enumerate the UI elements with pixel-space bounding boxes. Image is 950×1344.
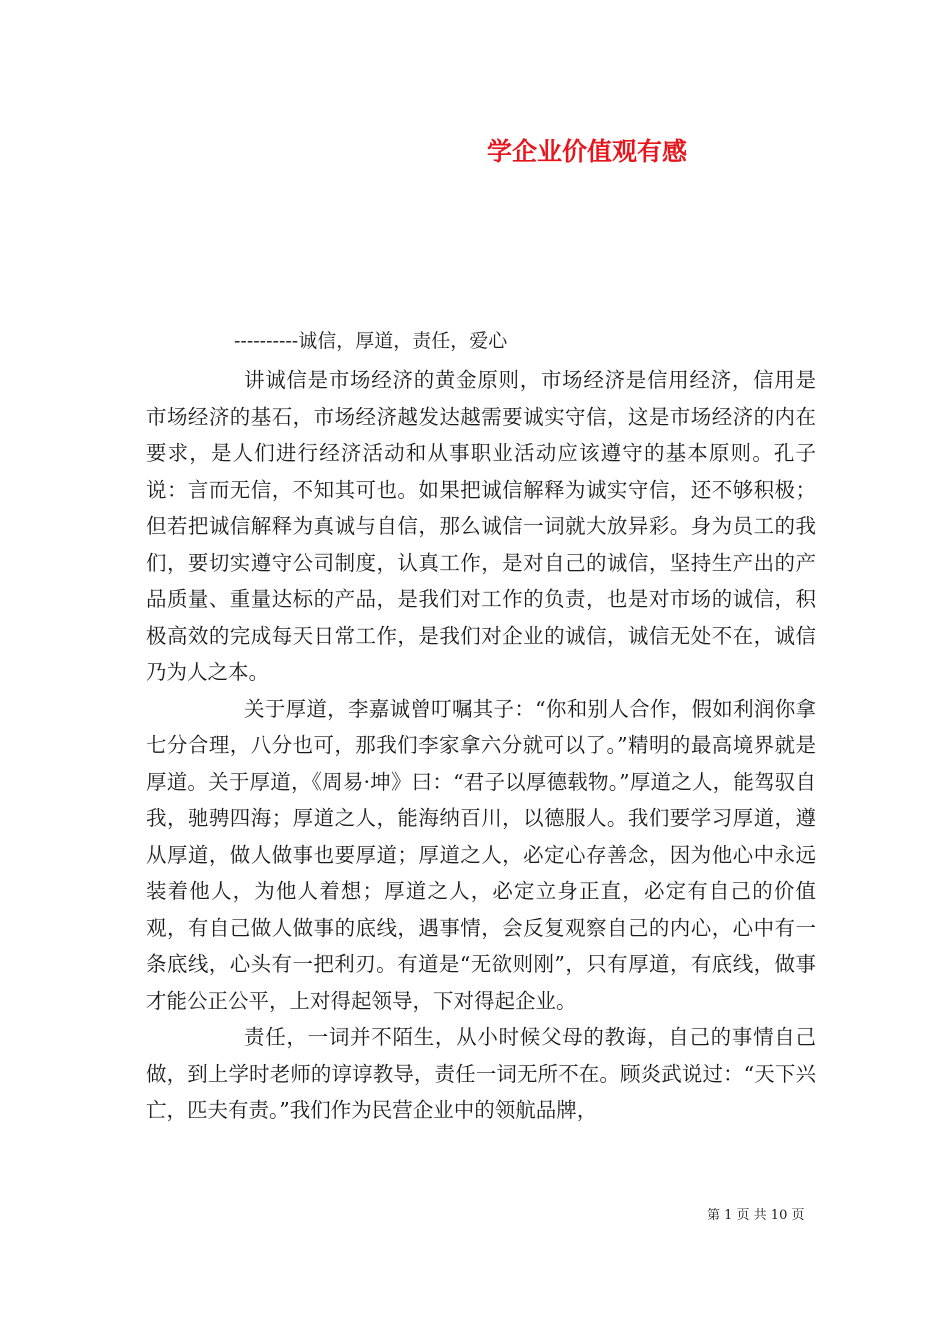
paragraph-integrity: 讲诚信是市场经济的黄金原则，市场经济是信用经济，信用是市场经济的基石，市场经济越发达越需要诚实守信，这是市场经济的内在要求，是人们进行经济活动和从事职业活动应该遵守的基本原则。孔子说：言而无信，不知其可也。如果把诚信解释为诚实守信，还不够积极；但若把诚信解释为真诚与自信，那么诚信一词就大放异彩。身为员工的我们，要切实遵守公司制度，认真工作，是对自己的诚信，坚持生产出的产品质量、重量达标的产品，是我们对工作的负责，也是对市场的诚信，积极高效的完成每天日常工作，是我们对企业的诚信，诚信无处不在，诚信乃为人之本。 — [146, 368, 816, 684]
document-subtitle: ----------诚信，厚道，责任，爱心 — [234, 330, 508, 352]
page-number-footer: 第 1 页 共 10 页 — [707, 1208, 805, 1223]
paragraph-kindness: 关于厚道，李嘉诚曾叮嘱其子：“你和别人合作，假如利润你拿七分合理，八分也可，那我们李家拿六分就可以了。”精明的最高境界就是厚道。关于厚道，《周易·坤》曰：“君子以厚德载物。”厚道之人，能驾驭自我，驰骋四海；厚道之人，能海纳百川，以德服人。我们要学习厚道，遵从厚道，做人做事也要厚道；厚道之人，必定心存善念，因为他心中永远装着他人，为他人着想；厚道之人，必定立身正直，必定有自己的价值观，有自己做人做事的底线，遇事情，会反复观察自己的内心，心中有一条底线，心头有一把利刃。有道是“无欲则刚”，只有厚道，有底线，做事才能公正公平，上对得起领导，下对得起企业。 — [146, 696, 816, 1013]
paragraph-responsibility: 责任，一词并不陌生，从小时候父母的教诲，自己的事情自己做，到上学时老师的谆谆教导，责任一词无所不在。顾炎武说过：“天下兴亡，匹夫有责。”我们作为民营企业中的领航品牌， — [146, 1025, 816, 1122]
document-title: 学企业价值观有感 — [487, 137, 688, 166]
document-body — [146, 362, 816, 1129]
